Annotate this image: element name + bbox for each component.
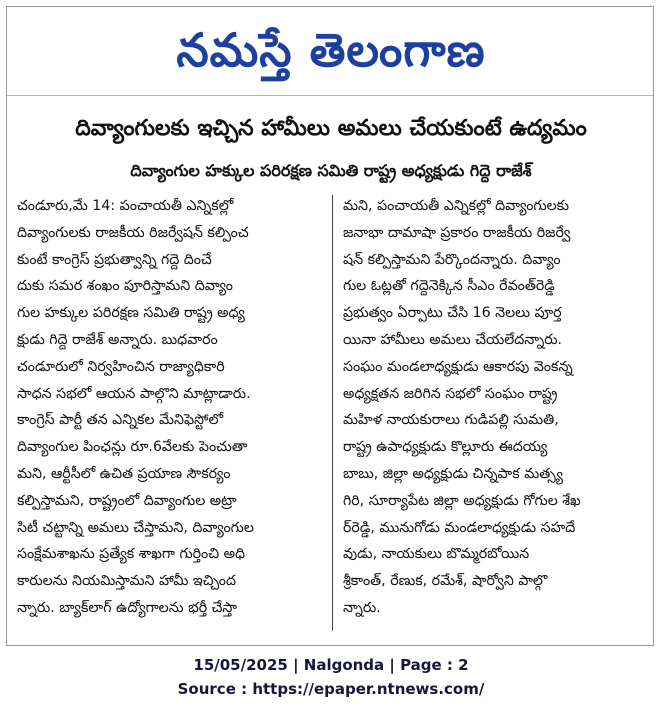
article-text-line: న్నారు. బ్యాక్‌లాగ్ ఉద్యోగాలను భర్తీ చేస్తా — [17, 599, 238, 616]
article-text-line: న్నారు. — [343, 599, 381, 616]
article-text-line: శ్రీకాంత్, రేణుక, రమేశ్, షార్వోని పాల్గొ — [343, 573, 548, 590]
newspaper-masthead: నమస్తే తెలంగాణ — [176, 23, 486, 77]
article-text-line: క్షుడు గిద్దె రాజేశ్ అన్నారు. బుధవారం — [17, 331, 218, 348]
article-text-line: మని, ఆర్టీసీలో ఉచిత ప్రయాణ సౌకర్యం — [17, 465, 231, 482]
footer-date-edition: 15/05/2025 | Nalgonda | Page : 2 — [193, 656, 469, 674]
article-text-line: దివ్యాంగుల పింఛన్లు రూ.6వేలకు పెంచుతా — [17, 439, 248, 456]
article-text-line: అధ్యక్షతన జరిగిన సభలో సంఘం రాష్ట్ర — [343, 385, 558, 402]
masthead-divider — [7, 95, 653, 96]
article-text-line: మహిళ నాయకురాలు గుడిపల్లి సుమతి, — [343, 412, 559, 429]
article-text-line: గిరి, సూర్యాపేట జిల్లా అధ్యక్షుడు గోగుల శేఖ — [343, 492, 581, 509]
article-text-line: దివ్యాంగులకు రాజకీయ రిజర్వేషన్ కల్పించ — [17, 224, 249, 241]
article-text-line: గుల ఓట్లతో గద్దెనెక్కిన సీఎం రేవంత్‌రెడ్డి — [343, 278, 555, 295]
article-text-line: మని, పంచాయతీ ఎన్నికల్లో దివ్యాంగులకు — [343, 198, 569, 214]
article-text-line: గుల హక్కుల పరిరక్షణ సమితి రాష్ట్ర అధ్య — [17, 305, 245, 322]
article-text-line: దుకు సమర శంఖం పూరిస్తామని దివ్యాం — [17, 278, 233, 295]
clipping-frame — [6, 6, 654, 646]
article-subheadline: దివ్యాంగుల హక్కుల పరిరక్షణ సమితి రాష్ట్ర అధ్యక్షుడు గిద్దె రాజేశ్ — [130, 161, 532, 180]
article-text-line: చండూరు,మే 14: పంచాయతీ ఎన్నికల్లో — [17, 198, 234, 214]
article-text-line: యినా హామీలు అమలు చేయలేదన్నారు. — [343, 331, 563, 348]
article-text-line: సాధన సభలో ఆయన పాల్గొని మాట్లాడారు. — [17, 385, 251, 402]
footer-source: Source : https://epaper.ntnews.com/ — [177, 680, 485, 698]
article-text-line: ర్‌రెడ్డి, మునుగోడు మండలాధ్యక్షుడు సహదే — [343, 519, 576, 536]
column-divider — [332, 195, 333, 631]
article-text-line: బాబు, జిల్లా అధ్యక్షుడు చిన్నపాక మత్స్య — [343, 465, 563, 482]
article-text-line: కుంటే కాంగ్రెస్ ప్రభుత్వాన్ని గద్దె దించే — [17, 251, 212, 268]
article-text-line: కారులను నియమిస్తామని హామీ ఇచ్చింద — [17, 573, 236, 590]
article-text-line: చండూరులో నిర్వహించిన రాజ్యాధికారి — [17, 358, 225, 375]
article-text-line: సిటీ చట్టాన్ని అమలు చేస్తామని, దివ్యాంగుల — [17, 519, 254, 536]
article-text-line: సంక్షేమశాఖను ప్రత్యేక శాఖగా గుర్తించి అధి — [17, 546, 245, 563]
article-headline: దివ్యాంగులకు ఇచ్చిన హామీలు అమలు చేయకుంటే ఉద్యమం — [75, 116, 587, 141]
article-text-line: షన్ కల్పిస్తామని పేర్కొందన్నారు. దివ్యాం — [343, 251, 561, 268]
article-text-line: కాంగ్రెస్ పార్టీ తన ఎన్నికల మేనిఫెస్టోలో — [17, 412, 224, 429]
article-text-line: ప్రభుత్వం ఏర్పాటు చేసి 16 నెలలు పూర్త — [343, 305, 562, 322]
article-text-line: రాష్ట్ర ఉపాధ్యక్షుడు కొల్లూరు ఈదయ్య — [343, 439, 548, 456]
article-column-right — [343, 193, 647, 633]
article-column-left — [17, 193, 321, 633]
article-text-line: కల్పిస్తామని, రాష్ట్రంలో దివ్యాంగుల అట్రా — [17, 492, 237, 509]
article-text-line: జనాభా దామాషా ప్రకారం రాజకీయ రిజర్వే — [343, 224, 571, 241]
article-text-line: సంఘం మండలాధ్యక్షుడు ఆకారపు వెంకన్న — [343, 358, 573, 375]
article-text-line: వుడు, నాయకులు బొమ్మరబోయిన — [343, 546, 530, 563]
